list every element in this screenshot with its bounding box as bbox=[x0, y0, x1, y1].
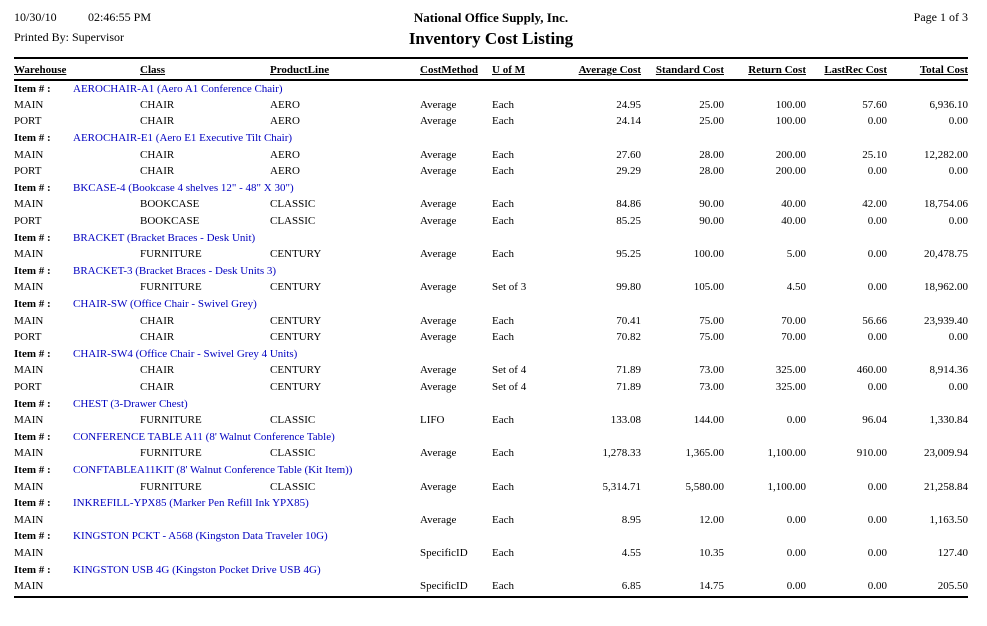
cell-total-cost: 0.00 bbox=[948, 215, 968, 228]
table-row bbox=[14, 312, 968, 329]
item-number-label: Item # : bbox=[14, 82, 51, 95]
cell-class: CHAIR bbox=[140, 148, 175, 161]
cell-uom: Each bbox=[492, 165, 514, 178]
item-cell bbox=[14, 263, 968, 280]
print-date: 10/30/10 bbox=[14, 10, 57, 24]
cell-uom: Set of 4 bbox=[492, 380, 527, 393]
report-table bbox=[14, 60, 968, 594]
cell-class bbox=[140, 578, 270, 595]
cell-standard-cost: 73.00 bbox=[699, 364, 724, 377]
cell-total-cost: 0.00 bbox=[948, 380, 968, 393]
cell-total-cost: 6,936.10 bbox=[929, 98, 968, 111]
cell-cost-method: Average bbox=[420, 513, 457, 526]
cell-product-line: CLASSIC bbox=[270, 414, 316, 427]
col-header-lastrec-cost: LastRec Cost bbox=[824, 64, 887, 76]
cell-last-rec-cost: 460.00 bbox=[856, 364, 887, 377]
item-row bbox=[14, 263, 968, 280]
item-number-label: Item # : bbox=[14, 132, 51, 145]
col-header-product-line: ProductLine bbox=[270, 64, 330, 76]
cell-last-rec-cost: 0.00 bbox=[867, 331, 887, 344]
cell-return-cost: 40.00 bbox=[781, 198, 806, 211]
cell-warehouse: MAIN bbox=[14, 98, 44, 111]
cell-standard-cost: 28.00 bbox=[699, 165, 724, 178]
cell-return-cost: 200.00 bbox=[775, 165, 806, 178]
cell-average-cost: 24.14 bbox=[616, 115, 641, 128]
cell-return-cost: 70.00 bbox=[781, 314, 806, 327]
cell-last-rec-cost: 96.04 bbox=[862, 414, 887, 427]
table-row bbox=[14, 362, 968, 379]
col-header-class: Class bbox=[140, 64, 166, 76]
cell-uom: Each bbox=[492, 215, 514, 228]
item-row bbox=[14, 296, 968, 313]
cell-warehouse: MAIN bbox=[14, 148, 44, 161]
table-row bbox=[14, 113, 968, 130]
cell-standard-cost: 28.00 bbox=[699, 148, 724, 161]
cell-warehouse: MAIN bbox=[14, 480, 44, 493]
cell-standard-cost: 5,580.00 bbox=[685, 480, 724, 493]
cell-uom: Each bbox=[492, 314, 514, 327]
cell-cost-method: SpecificID bbox=[420, 580, 468, 593]
item-row bbox=[14, 495, 968, 512]
cell-warehouse: PORT bbox=[14, 115, 42, 128]
cell-warehouse: MAIN bbox=[14, 248, 44, 261]
cell-uom: Each bbox=[492, 513, 514, 526]
cell-standard-cost: 144.00 bbox=[693, 414, 724, 427]
cell-class: CHAIR bbox=[140, 165, 175, 178]
cell-cost-method: Average bbox=[420, 115, 457, 128]
cell-product-line bbox=[270, 511, 420, 528]
cell-uom: Each bbox=[492, 248, 514, 261]
cell-average-cost: 6.85 bbox=[621, 580, 641, 593]
cell-product-line: AERO bbox=[270, 148, 300, 161]
cell-return-cost: 5.00 bbox=[786, 248, 806, 261]
cell-product-line: CENTURY bbox=[270, 248, 322, 261]
cell-warehouse: PORT bbox=[14, 215, 42, 228]
cell-last-rec-cost: 57.60 bbox=[862, 98, 887, 111]
cell-standard-cost: 12.00 bbox=[699, 513, 724, 526]
item-number-label: Item # : bbox=[14, 231, 51, 244]
item-number-label: Item # : bbox=[14, 563, 51, 576]
item-number-label: Item # : bbox=[14, 347, 51, 360]
cell-cost-method: Average bbox=[420, 480, 457, 493]
cell-class: CHAIR bbox=[140, 115, 175, 128]
cell-average-cost: 71.89 bbox=[616, 364, 641, 377]
cell-total-cost: 18,754.06 bbox=[924, 198, 968, 211]
cell-last-rec-cost: 0.00 bbox=[867, 380, 887, 393]
cell-warehouse: PORT bbox=[14, 165, 42, 178]
cell-return-cost: 4.50 bbox=[786, 281, 806, 294]
cell-total-cost: 1,163.50 bbox=[929, 513, 968, 526]
cell-product-line bbox=[270, 578, 420, 595]
cell-cost-method: Average bbox=[420, 331, 457, 344]
item-number-label: Item # : bbox=[14, 298, 51, 311]
cell-cost-method: Average bbox=[420, 148, 457, 161]
cell-warehouse: PORT bbox=[14, 331, 42, 344]
cell-uom: Each bbox=[492, 546, 514, 559]
col-header-cost-method: CostMethod bbox=[420, 64, 479, 76]
cell-product-line: CLASSIC bbox=[270, 198, 316, 211]
cell-uom: Each bbox=[492, 115, 514, 128]
item-number-label: Item # : bbox=[14, 181, 51, 194]
item-description: CHEST (3-Drawer Chest) bbox=[73, 397, 188, 410]
cell-average-cost: 70.82 bbox=[616, 331, 641, 344]
table-row bbox=[14, 196, 968, 213]
cell-standard-cost: 25.00 bbox=[699, 98, 724, 111]
cell-warehouse: MAIN bbox=[14, 546, 44, 559]
item-description: CHAIR-SW4 (Office Chair - Swivel Grey 4 Units) bbox=[73, 347, 298, 360]
cell-total-cost: 1,330.84 bbox=[929, 414, 968, 427]
cell-average-cost: 70.41 bbox=[616, 314, 641, 327]
item-cell bbox=[14, 495, 968, 512]
col-header-standard-cost: Standard Cost bbox=[655, 64, 724, 76]
cell-product-line: CENTURY bbox=[270, 331, 322, 344]
table-row bbox=[14, 329, 968, 346]
table-row bbox=[14, 379, 968, 396]
cell-last-rec-cost: 25.10 bbox=[862, 148, 887, 161]
cell-return-cost: 0.00 bbox=[786, 414, 806, 427]
col-header-return-cost: Return Cost bbox=[748, 64, 806, 76]
cell-average-cost: 27.60 bbox=[616, 148, 641, 161]
cell-last-rec-cost: 0.00 bbox=[867, 281, 887, 294]
cell-average-cost: 71.89 bbox=[616, 380, 641, 393]
cell-uom: Each bbox=[492, 198, 514, 211]
cell-class: FURNITURE bbox=[140, 414, 202, 427]
cell-class bbox=[140, 545, 270, 562]
item-row bbox=[14, 395, 968, 412]
cell-return-cost: 0.00 bbox=[786, 513, 806, 526]
cell-average-cost: 95.25 bbox=[616, 248, 641, 261]
footer-divider bbox=[14, 596, 968, 598]
cell-average-cost: 84.86 bbox=[616, 198, 641, 211]
item-row bbox=[14, 229, 968, 246]
cell-standard-cost: 73.00 bbox=[699, 380, 724, 393]
item-cell bbox=[14, 462, 968, 479]
cell-uom: Set of 3 bbox=[492, 281, 527, 294]
cell-total-cost: 20,478.75 bbox=[924, 248, 968, 261]
cell-uom: Each bbox=[492, 98, 514, 111]
cell-class: CHAIR bbox=[140, 314, 175, 327]
cell-standard-cost: 14.75 bbox=[699, 580, 724, 593]
cell-cost-method: Average bbox=[420, 215, 457, 228]
cell-product-line: AERO bbox=[270, 165, 300, 178]
cell-product-line: CLASSIC bbox=[270, 480, 316, 493]
cell-total-cost: 12,282.00 bbox=[924, 148, 968, 161]
cell-total-cost: 23,939.40 bbox=[924, 314, 968, 327]
cell-total-cost: 0.00 bbox=[948, 331, 968, 344]
cell-average-cost: 29.29 bbox=[616, 165, 641, 178]
item-cell bbox=[14, 296, 968, 313]
cell-total-cost: 127.40 bbox=[937, 546, 968, 559]
cell-last-rec-cost: 0.00 bbox=[867, 215, 887, 228]
cell-total-cost: 0.00 bbox=[948, 165, 968, 178]
print-info bbox=[14, 10, 409, 45]
table-row bbox=[14, 246, 968, 263]
item-description: INKREFILL-YPX85 (Marker Pen Refill Ink YPX85) bbox=[73, 497, 309, 510]
cell-class: CHAIR bbox=[140, 331, 175, 344]
item-cell bbox=[14, 130, 968, 147]
table-row bbox=[14, 213, 968, 230]
cell-product-line: AERO bbox=[270, 115, 300, 128]
report-heading bbox=[409, 10, 573, 49]
cell-class: BOOKCASE bbox=[140, 198, 200, 211]
header-divider bbox=[14, 57, 968, 59]
column-header-row bbox=[14, 60, 968, 80]
cell-total-cost: 23,009.94 bbox=[924, 447, 968, 460]
cell-class: CHAIR bbox=[140, 364, 175, 377]
cell-standard-cost: 75.00 bbox=[699, 314, 724, 327]
cell-return-cost: 100.00 bbox=[775, 115, 806, 128]
page-number: Page 1 of 3 bbox=[913, 10, 968, 24]
cell-uom: Each bbox=[492, 447, 514, 460]
cell-return-cost: 325.00 bbox=[775, 380, 806, 393]
cell-last-rec-cost: 0.00 bbox=[867, 513, 887, 526]
item-number-label: Item # : bbox=[14, 530, 51, 543]
cell-class: CHAIR bbox=[140, 380, 175, 393]
table-row bbox=[14, 445, 968, 462]
item-number-label: Item # : bbox=[14, 264, 51, 277]
cell-return-cost: 100.00 bbox=[775, 98, 806, 111]
cell-product-line: CENTURY bbox=[270, 380, 322, 393]
cell-total-cost: 8,914.36 bbox=[929, 364, 968, 377]
item-row bbox=[14, 561, 968, 578]
item-row bbox=[14, 80, 968, 97]
cell-uom: Each bbox=[492, 480, 514, 493]
item-description: AEROCHAIR-E1 (Aero E1 Executive Tilt Chair) bbox=[73, 132, 293, 145]
item-row bbox=[14, 428, 968, 445]
cell-last-rec-cost: 0.00 bbox=[867, 115, 887, 128]
item-number-label: Item # : bbox=[14, 397, 51, 410]
cell-return-cost: 1,100.00 bbox=[767, 480, 806, 493]
cell-standard-cost: 90.00 bbox=[699, 198, 724, 211]
item-cell bbox=[14, 395, 968, 412]
cell-standard-cost: 100.00 bbox=[693, 248, 724, 261]
print-time: 02:46:55 PM bbox=[88, 10, 152, 24]
cell-last-rec-cost: 56.66 bbox=[862, 314, 887, 327]
cell-cost-method: Average bbox=[420, 165, 457, 178]
item-cell bbox=[14, 428, 968, 445]
cell-total-cost: 205.50 bbox=[937, 580, 968, 593]
cell-return-cost: 1,100.00 bbox=[767, 447, 806, 460]
cell-average-cost: 1,278.33 bbox=[602, 447, 641, 460]
item-description: BRACKET (Bracket Braces - Desk Unit) bbox=[73, 231, 256, 244]
cell-product-line: CENTURY bbox=[270, 314, 322, 327]
item-description: BRACKET-3 (Bracket Braces - Desk Units 3) bbox=[73, 264, 277, 277]
cell-total-cost: 18,962.00 bbox=[924, 281, 968, 294]
cell-product-line bbox=[270, 545, 420, 562]
item-cell bbox=[14, 229, 968, 246]
item-description: KINGSTON PCKT - A568 (Kingston Data Traveler 10G) bbox=[73, 530, 328, 543]
cell-cost-method: Average bbox=[420, 98, 457, 111]
item-description: CONFTABLEA11KIT (8' Walnut Conference Table (Kit Item)) bbox=[73, 463, 353, 476]
cell-class: FURNITURE bbox=[140, 248, 202, 261]
cell-class: CHAIR bbox=[140, 98, 175, 111]
table-row bbox=[14, 412, 968, 429]
company-name: National Office Supply, Inc. bbox=[413, 10, 569, 25]
cell-cost-method: Average bbox=[420, 447, 457, 460]
cell-class bbox=[140, 511, 270, 528]
cell-last-rec-cost: 0.00 bbox=[867, 480, 887, 493]
cell-standard-cost: 10.35 bbox=[699, 546, 724, 559]
cell-average-cost: 99.80 bbox=[616, 281, 641, 294]
table-row bbox=[14, 478, 968, 495]
cell-return-cost: 325.00 bbox=[775, 364, 806, 377]
cell-cost-method: Average bbox=[420, 364, 457, 377]
item-cell bbox=[14, 561, 968, 578]
printed-by: Printed By: Supervisor bbox=[14, 30, 124, 44]
item-description: KINGSTON USB 4G (Kingston Pocket Drive USB 4G) bbox=[73, 563, 321, 576]
item-description: BKCASE-4 (Bookcase 4 shelves 12" - 48" X 30") bbox=[73, 181, 294, 194]
cell-class: FURNITURE bbox=[140, 447, 202, 460]
cell-last-rec-cost: 910.00 bbox=[856, 447, 887, 460]
cell-uom: Each bbox=[492, 580, 514, 593]
cell-warehouse: MAIN bbox=[14, 414, 44, 427]
table-row bbox=[14, 146, 968, 163]
cell-cost-method: Average bbox=[420, 380, 457, 393]
item-cell bbox=[14, 346, 968, 363]
cell-return-cost: 0.00 bbox=[786, 580, 806, 593]
cell-warehouse: PORT bbox=[14, 380, 42, 393]
cell-average-cost: 8.95 bbox=[621, 513, 641, 526]
report-title: Inventory Cost Listing bbox=[408, 29, 574, 48]
col-header-warehouse: Warehouse bbox=[14, 64, 67, 76]
col-header-total-cost: Total Cost bbox=[919, 64, 968, 76]
cell-uom: Each bbox=[492, 331, 514, 344]
item-row bbox=[14, 346, 968, 363]
cell-return-cost: 70.00 bbox=[781, 331, 806, 344]
item-description: AEROCHAIR-A1 (Aero A1 Conference Chair) bbox=[73, 82, 283, 95]
cell-product-line: CLASSIC bbox=[270, 447, 316, 460]
cell-product-line: CLASSIC bbox=[270, 215, 316, 228]
cell-total-cost: 21,258.84 bbox=[924, 480, 968, 493]
page-header bbox=[14, 10, 968, 49]
table-row bbox=[14, 511, 968, 528]
item-description: CONFERENCE TABLE A11 (8' Walnut Conference Table) bbox=[73, 430, 335, 443]
item-row bbox=[14, 462, 968, 479]
cell-last-rec-cost: 42.00 bbox=[862, 198, 887, 211]
cell-average-cost: 24.95 bbox=[616, 98, 641, 111]
table-row bbox=[14, 97, 968, 114]
item-row bbox=[14, 130, 968, 147]
print-datetime bbox=[14, 10, 409, 25]
cell-product-line: CENTURY bbox=[270, 281, 322, 294]
cell-warehouse: MAIN bbox=[14, 580, 44, 593]
item-number-label: Item # : bbox=[14, 463, 51, 476]
cell-average-cost: 133.08 bbox=[610, 414, 641, 427]
cell-return-cost: 40.00 bbox=[781, 215, 806, 228]
cell-warehouse: MAIN bbox=[14, 447, 44, 460]
cell-class: FURNITURE bbox=[140, 480, 202, 493]
cell-warehouse: MAIN bbox=[14, 281, 44, 294]
cell-cost-method: Average bbox=[420, 314, 457, 327]
cell-standard-cost: 25.00 bbox=[699, 115, 724, 128]
table-row bbox=[14, 578, 968, 595]
cell-last-rec-cost: 0.00 bbox=[867, 580, 887, 593]
cell-last-rec-cost: 0.00 bbox=[867, 248, 887, 261]
cell-warehouse: MAIN bbox=[14, 314, 44, 327]
cell-average-cost: 5,314.71 bbox=[602, 480, 641, 493]
table-row bbox=[14, 545, 968, 562]
cell-uom: Each bbox=[492, 148, 514, 161]
item-cell bbox=[14, 80, 968, 97]
cell-product-line: CENTURY bbox=[270, 364, 322, 377]
col-header-average-cost: Average Cost bbox=[578, 64, 641, 76]
item-cell bbox=[14, 180, 968, 197]
cell-cost-method: Average bbox=[420, 198, 457, 211]
cell-average-cost: 4.55 bbox=[621, 546, 641, 559]
cell-standard-cost: 75.00 bbox=[699, 331, 724, 344]
item-description: CHAIR-SW (Office Chair - Swivel Grey) bbox=[73, 298, 257, 311]
cell-cost-method: SpecificID bbox=[420, 546, 468, 559]
cell-cost-method: Average bbox=[420, 248, 457, 261]
cell-return-cost: 0.00 bbox=[786, 546, 806, 559]
cell-cost-method: LIFO bbox=[420, 414, 445, 427]
cell-uom: Set of 4 bbox=[492, 364, 527, 377]
cell-class: BOOKCASE bbox=[140, 215, 200, 228]
table-row bbox=[14, 163, 968, 180]
cell-warehouse: MAIN bbox=[14, 198, 44, 211]
cell-return-cost: 200.00 bbox=[775, 148, 806, 161]
cell-warehouse: MAIN bbox=[14, 513, 44, 526]
cell-product-line: AERO bbox=[270, 98, 300, 111]
item-number-label: Item # : bbox=[14, 497, 51, 510]
cell-last-rec-cost: 0.00 bbox=[867, 546, 887, 559]
cell-cost-method: Average bbox=[420, 281, 457, 294]
item-cell bbox=[14, 528, 968, 545]
cell-warehouse: MAIN bbox=[14, 364, 44, 377]
cell-standard-cost: 1,365.00 bbox=[685, 447, 724, 460]
item-number-label: Item # : bbox=[14, 430, 51, 443]
cell-standard-cost: 105.00 bbox=[693, 281, 724, 294]
cell-total-cost: 0.00 bbox=[948, 115, 968, 128]
table-row bbox=[14, 279, 968, 296]
cell-average-cost: 85.25 bbox=[616, 215, 641, 228]
item-row bbox=[14, 180, 968, 197]
cell-uom: Each bbox=[492, 414, 514, 427]
cell-class: FURNITURE bbox=[140, 281, 202, 294]
cell-last-rec-cost: 0.00 bbox=[867, 165, 887, 178]
col-header-uom: U of M bbox=[492, 64, 525, 76]
cell-standard-cost: 90.00 bbox=[699, 215, 724, 228]
item-row bbox=[14, 528, 968, 545]
